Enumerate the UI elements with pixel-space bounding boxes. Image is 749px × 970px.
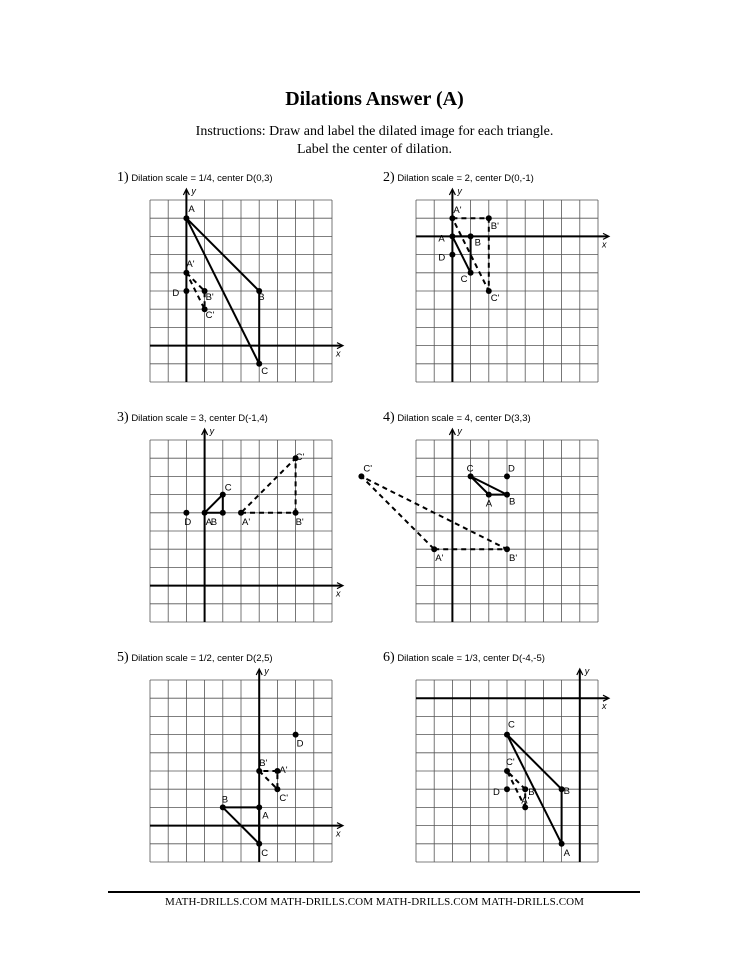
footer-text: MATH-DRILLS.COM MATH-DRILLS.COM MATH-DRILLS.COM MATH-DRILLS.COM — [164, 896, 585, 908]
x-axis-label: x — [602, 239, 607, 250]
point-a — [559, 841, 565, 847]
point-label-c-prime: C' — [279, 793, 289, 805]
point-label-d: D — [296, 738, 304, 750]
point-d — [449, 252, 455, 258]
point-label-b-prime: B' — [295, 516, 304, 528]
point-label-c-prime: C' — [490, 293, 500, 304]
problem-5-caption: Dilation scale = 1/2, center D(2,5) — [131, 653, 273, 664]
problem-4-caption: Dilation scale = 4, center D(3,3) — [397, 413, 531, 424]
point-label-a: A — [205, 516, 212, 528]
point-label-a-prime: A' — [242, 516, 251, 528]
point-a — [486, 492, 492, 498]
problem-2-caption: Dilation scale = 2, center D(0,-1) — [397, 173, 534, 184]
point-label-d: D — [493, 787, 500, 799]
grid-problem-3 — [150, 426, 343, 622]
y-axis-label: y — [584, 666, 590, 676]
point-c — [468, 270, 474, 276]
dilated-triangle — [241, 458, 296, 513]
point-label-a: A — [188, 204, 195, 216]
point-label-b: B — [258, 292, 265, 303]
point-d — [504, 786, 510, 792]
point-d — [183, 510, 189, 516]
x-axis-label: x — [602, 701, 607, 712]
problem-1-number: 1) — [117, 170, 129, 185]
point-label-c: C — [224, 482, 232, 494]
point-c — [504, 732, 510, 738]
point-c — [256, 841, 262, 847]
grid-problem-4 — [358, 426, 598, 622]
point-label-c-prime: C' — [205, 310, 215, 322]
point-label-c: C — [508, 719, 515, 731]
point-label-d: D — [438, 252, 446, 264]
point-label-a: A — [438, 233, 445, 245]
point-label-b: B — [563, 786, 570, 798]
point-label-a: A — [262, 810, 269, 822]
grid-problem-5 — [150, 666, 343, 862]
point-label-d: D — [184, 516, 192, 528]
point-a-prime — [183, 270, 189, 276]
instructions-line-2: Label the center of dilation. — [296, 142, 453, 157]
point-label-b-prime: B' — [509, 553, 518, 565]
point-a-prime — [238, 510, 244, 516]
page-title: Dilations Answer (A) — [285, 88, 464, 110]
footer-rule — [108, 891, 640, 893]
grid-problem-2 — [416, 186, 609, 382]
problem-4-number: 4) — [383, 410, 395, 425]
point-label-c: C — [460, 273, 468, 285]
problem-5-number: 5) — [117, 650, 129, 665]
point-label-a: A — [485, 498, 493, 510]
x-axis-label: x — [336, 828, 341, 839]
point-c-prime — [274, 786, 280, 792]
original-triangle — [205, 495, 223, 513]
problem-6-caption: Dilation scale = 1/3, center D(-4,-5) — [397, 653, 545, 664]
point-label-c-prime: C' — [363, 463, 373, 475]
y-axis-label: y — [457, 426, 462, 436]
point-label-b-prime: B' — [205, 292, 214, 303]
point-label-c: C — [466, 463, 474, 475]
point-c-prime — [504, 768, 510, 774]
problem-2-number: 2) — [383, 170, 395, 185]
point-a-prime — [431, 546, 437, 552]
point-label-a-prime: A' — [521, 795, 530, 807]
y-axis-label: y — [264, 666, 269, 676]
point-label-b: B — [474, 237, 481, 249]
point-label-b-prime: B' — [528, 787, 537, 799]
y-axis-label: y — [457, 186, 462, 196]
point-label-a-prime: A' — [435, 553, 444, 565]
point-b — [220, 510, 226, 516]
point-a — [202, 510, 208, 516]
problem-1-caption: Dilation scale = 1/4, center D(0,3) — [131, 173, 273, 184]
point-label-d: D — [172, 288, 180, 299]
point-d — [183, 288, 189, 294]
point-a — [449, 233, 455, 239]
point-label-b: B — [221, 794, 229, 806]
y-axis-label: y — [191, 186, 196, 196]
point-label-c-prime: C' — [506, 757, 515, 768]
point-label-a-prime: A' — [186, 258, 195, 270]
point-label-d: D — [508, 463, 515, 475]
point-label-b: B — [210, 516, 218, 528]
point-label-c: C — [261, 847, 269, 859]
point-label-a-prime: A' — [279, 765, 288, 776]
point-label-b-prime: B' — [259, 758, 268, 769]
problem-3-number: 3) — [117, 410, 129, 425]
point-label-c: C — [261, 365, 269, 377]
point-b-prime — [504, 546, 510, 552]
point-a — [183, 215, 189, 221]
point-label-a: A — [563, 847, 570, 859]
point-label-b-prime: B' — [490, 221, 499, 233]
grid-problem-1 — [150, 186, 343, 382]
point-label-b: B — [509, 496, 516, 508]
dilated-triangle — [259, 771, 277, 789]
point-label-a-prime: A' — [453, 205, 462, 217]
point-b — [468, 233, 474, 239]
point-b-prime — [293, 510, 299, 516]
point-label-c-prime: C' — [295, 452, 305, 464]
problem-3-caption: Dilation scale = 3, center D(-1,4) — [131, 413, 268, 424]
grid-problem-6 — [416, 666, 609, 862]
x-axis-label: x — [336, 588, 341, 599]
x-axis-label: x — [336, 348, 341, 359]
instructions-line-1: Instructions: Draw and label the dilated image for each triangle. — [195, 124, 554, 139]
y-axis-label: y — [209, 426, 215, 436]
problem-6-number: 6) — [383, 650, 395, 665]
point-d — [293, 732, 299, 738]
